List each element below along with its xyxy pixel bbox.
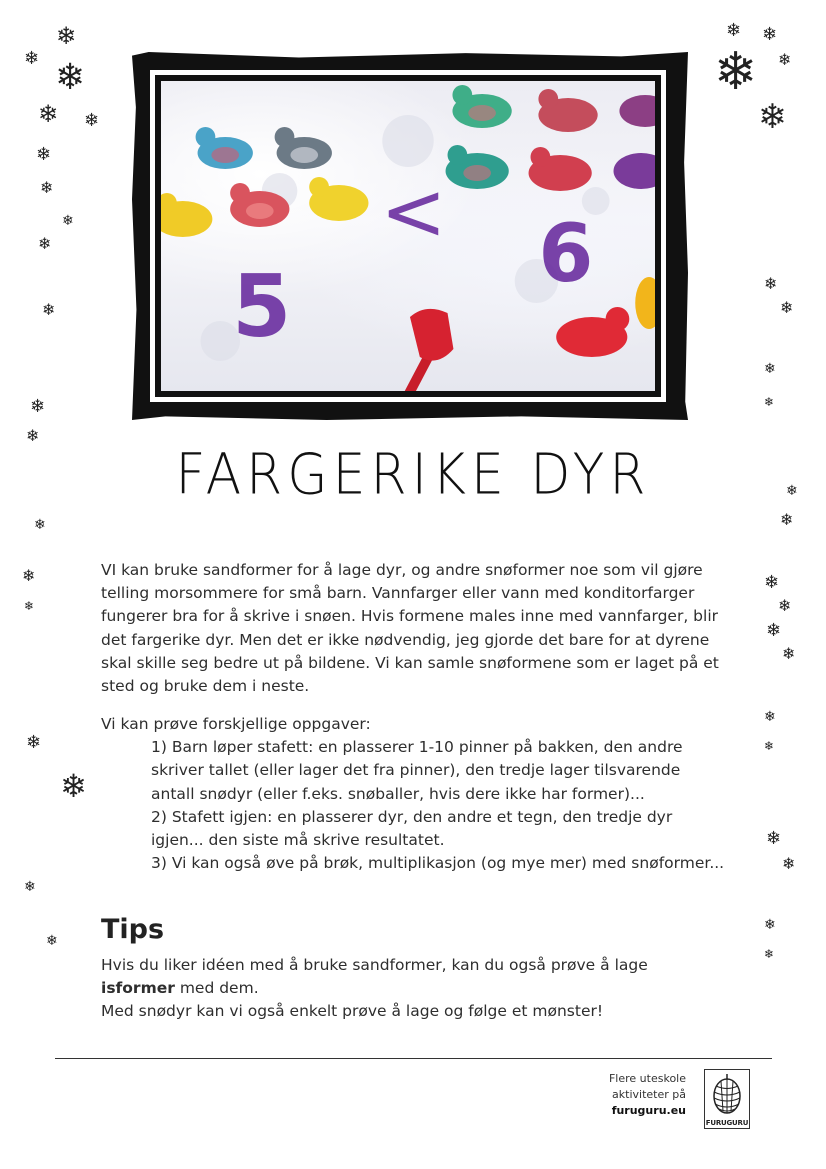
task-item-2: 2) Stafett igjen: en plasserer dyr, den andre et tegn, den tredje dyr igjen... den siste må skrive resultatet. — [151, 807, 673, 850]
tips-paragraph — [101, 954, 726, 1024]
duck-yellow-1 — [161, 193, 212, 237]
task-item-1: 1) Barn løper stafett: en plasserer 1-10 pinner på bakken, den andre skriver tallet (eller lager det fra pinner), den tredje lager tilsvarende antall snødyr (eller f.eks. snøballer, hvis dere ikke har former)... — [151, 738, 683, 803]
tips-text-pre: Hvis du liker idéen med å bruke sandformer, kan du også prøve å lage — [101, 956, 648, 974]
duck-red-3 — [529, 147, 592, 191]
red-shovel — [404, 309, 453, 391]
duck-yellow-2 — [309, 177, 368, 221]
duck-red-1 — [538, 89, 597, 132]
tasks-intro: Vi kan prøve forskjellige oppgaver: — [101, 715, 371, 733]
intro-paragraph: VI kan bruke sandformer for å lage dyr, og andre snøformer noe som vil gjøre telling morsommere for små barn. Vannfarger eller vann med konditorfarger fungerer bra for å skrive i snøen. Hvis formene males inne med vannfarger, blir det fargerike dyr. Men det er ikke nødvendig, jeg gjorde det bare for at dyrene skal skille seg bedre ut på bildene. Vi kan samle snøformene som er laget på et sted og bruke dem i neste. — [101, 561, 719, 696]
photo-sign: < — [380, 164, 447, 259]
tips-heading: Tips — [101, 914, 165, 945]
photo-border — [150, 70, 666, 402]
footer-site-link[interactable]: furuguru.eu — [611, 1104, 686, 1117]
tips-text-post: med dem. — [174, 979, 259, 998]
duck-purple-2 — [614, 153, 655, 189]
tasks-section — [101, 713, 726, 875]
duck-grey — [275, 127, 332, 169]
tips-line-2: Med snødyr kan vi også enkelt prøve å lage og følge et mønster! — [101, 1002, 604, 1021]
duck-red-4 — [556, 307, 629, 357]
duck-blue — [196, 127, 253, 169]
pinecone-icon — [705, 1070, 749, 1118]
photo-frame — [132, 52, 688, 420]
footer-line-2: aktiviteter på — [612, 1088, 686, 1101]
tips-bold-word: isformer — [101, 979, 175, 998]
tips-section — [101, 914, 726, 1024]
duck-teal — [446, 145, 509, 189]
duck-purple-1 — [619, 95, 655, 127]
furuguru-logo — [704, 1069, 750, 1129]
logo-text: FURUGURU — [705, 1119, 749, 1127]
photo-number-right: 6 — [538, 206, 594, 301]
photo-number-left: 5 — [232, 257, 292, 358]
snow-animals-photo — [161, 81, 655, 391]
page-title: FARGERIKE DYR — [175, 442, 651, 508]
task-list — [101, 736, 726, 875]
footer-line-1: Flere uteskole — [608, 1072, 686, 1085]
footer-divider — [55, 1058, 772, 1059]
intro-section — [101, 559, 726, 698]
photo-illustration — [161, 81, 655, 391]
duck-yellow-3 — [635, 277, 655, 329]
footer-text — [609, 1071, 686, 1119]
task-item-3: 3) Vi kan også øve på brøk, multiplikasjon (og mye mer) med snøformer... — [151, 854, 725, 873]
duck-green-1 — [452, 85, 511, 128]
